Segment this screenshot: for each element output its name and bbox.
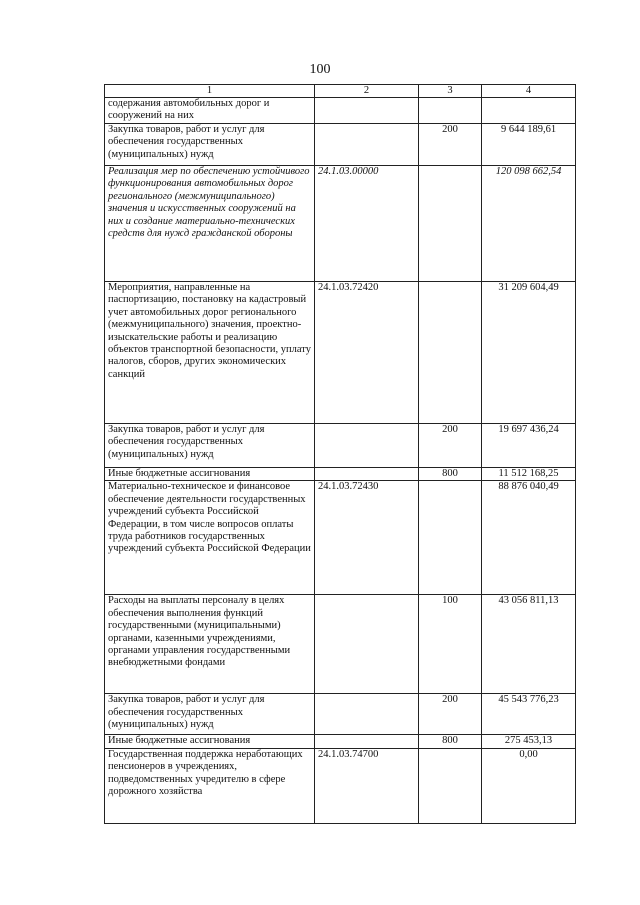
row-code: 24.1.03.72420	[315, 282, 419, 424]
table-header-row	[105, 85, 576, 98]
header-col-4: 4	[482, 85, 576, 98]
row-code	[315, 735, 419, 748]
row-type	[419, 481, 482, 595]
row-code: 24.1.03.00000	[315, 166, 419, 282]
header-col-3: 3	[419, 85, 482, 98]
row-amount: 275 453,13	[482, 735, 576, 748]
row-name: Закупка товаров, работ и услуг для обеспечения государственных (муниципальных) нужд	[105, 424, 315, 468]
row-name: Иные бюджетные ассигнования	[105, 735, 315, 748]
header-col-2: 2	[315, 85, 419, 98]
row-code	[315, 98, 419, 124]
row-name: Материально-техническое и финансовое обеспечение деятельности государственных учреждений субъекта Российской Федерации, в том числе вопросов оплаты труда работников государственных учреждений субъекта Российской Федерации	[105, 481, 315, 595]
budget-table	[104, 84, 576, 824]
table-row	[105, 735, 576, 748]
row-name: Иные бюджетные ассигнования	[105, 468, 315, 481]
table-row	[105, 424, 576, 468]
row-type: 100	[419, 595, 482, 694]
table-row	[105, 166, 576, 282]
row-type	[419, 166, 482, 282]
row-code	[315, 124, 419, 166]
row-amount: 120 098 662,54	[482, 166, 576, 282]
table-row	[105, 124, 576, 166]
row-code	[315, 595, 419, 694]
table-row	[105, 481, 576, 595]
row-name: Расходы на выплаты персоналу в целях обеспечения выполнения функций государственными (муниципальными) органами, казенными учреждениями, органами управления государственными внебюджетными фондами	[105, 595, 315, 694]
row-type: 200	[419, 424, 482, 468]
row-amount: 43 056 811,13	[482, 595, 576, 694]
row-type	[419, 282, 482, 424]
row-code	[315, 468, 419, 481]
table-row	[105, 748, 576, 823]
row-type: 800	[419, 468, 482, 481]
row-type	[419, 98, 482, 124]
row-type: 200	[419, 124, 482, 166]
table-row	[105, 98, 576, 124]
row-name: Мероприятия, направленные на паспортизацию, постановку на кадастровый учет автомобильных дорог регионального (межмуниципального) значения, проектно-изыскательские работы и реализацию объектов транспортной безопасности, уплату налогов, сборов, других экономических санкций	[105, 282, 315, 424]
row-name: Реализация мер по обеспечению устойчивого функционирования автомобильных дорог регионального (межмуниципального) значения и искусственных сооружений на них и создание материально-технических средств для нужд гражданской обороны	[105, 166, 315, 282]
table-row	[105, 282, 576, 424]
header-col-1: 1	[105, 85, 315, 98]
row-name: Государственная поддержка неработающих пенсионеров в учреждениях, подведомственных учредителю в сфере дорожного хозяйства	[105, 748, 315, 823]
row-amount: 31 209 604,49	[482, 282, 576, 424]
row-amount: 0,00	[482, 748, 576, 823]
page-number: 100	[309, 62, 331, 77]
row-code: 24.1.03.72430	[315, 481, 419, 595]
row-amount: 11 512 168,25	[482, 468, 576, 481]
row-code: 24.1.03.74700	[315, 748, 419, 823]
table-row	[105, 595, 576, 694]
table-row	[105, 694, 576, 735]
row-amount: 45 543 776,23	[482, 694, 576, 735]
row-code	[315, 424, 419, 468]
row-name: Закупка товаров, работ и услуг для обеспечения государственных (муниципальных) нужд	[105, 694, 315, 735]
row-name: Закупка товаров, работ и услуг для обеспечения государственных (муниципальных) нужд	[105, 124, 315, 166]
row-type	[419, 748, 482, 823]
row-amount: 19 697 436,24	[482, 424, 576, 468]
row-amount: 9 644 189,61	[482, 124, 576, 166]
row-name: содержания автомобильных дорог и сооружений на них	[105, 98, 315, 124]
row-amount	[482, 98, 576, 124]
row-type: 800	[419, 735, 482, 748]
row-code	[315, 694, 419, 735]
row-amount: 88 876 040,49	[482, 481, 576, 595]
table-row	[105, 468, 576, 481]
row-type: 200	[419, 694, 482, 735]
